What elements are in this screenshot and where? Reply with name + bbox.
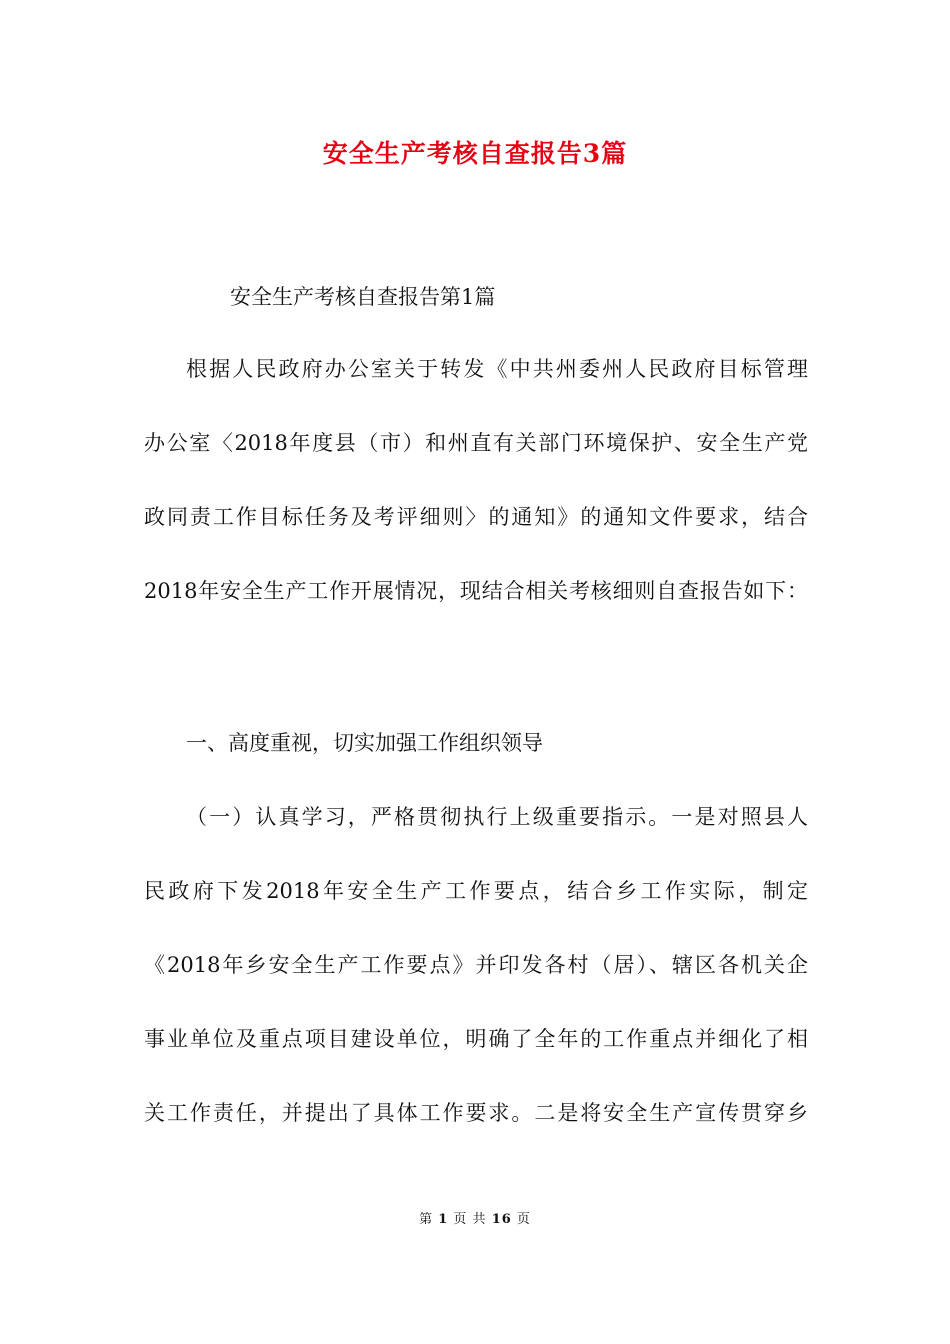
subtitle: 安全生产考核自查报告第1篇 bbox=[230, 285, 496, 309]
paragraph2-line-3: 《2018年乡安全生产工作要点》并印发各村（居）、辖区各机关企 bbox=[144, 953, 808, 977]
footer-current-page: 1 bbox=[438, 1212, 449, 1227]
paragraph2-line-4: 事业单位及重点项目建设单位，明确了全年的工作重点并细化了相 bbox=[144, 1027, 808, 1051]
footer-prefix: 第 bbox=[419, 1212, 434, 1227]
footer-middle: 页 共 bbox=[453, 1212, 487, 1227]
paragraph2-line-1: （一）认真学习，严格贯彻执行上级重要指示。一是对照县人 bbox=[186, 805, 808, 829]
document-title: 安全生产考核自查报告3篇 bbox=[322, 139, 628, 168]
paragraph2-line-5: 关工作责任，并提出了具体工作要求。二是将安全生产宣传贯穿乡 bbox=[144, 1101, 808, 1125]
paragraph1-line-2: 办公室〈2018年度县（市）和州直有关部门环境保护、安全生产党 bbox=[144, 431, 808, 455]
paragraph1-line-4: 2018年安全生产工作开展情况，现结合相关考核细则自查报告如下： bbox=[144, 579, 808, 603]
footer-suffix: 页 bbox=[516, 1212, 531, 1227]
paragraph1-line-1: 根据人民政府办公室关于转发《中共州委州人民政府目标管理 bbox=[186, 357, 808, 381]
section1-heading: 一、高度重视，切实加强工作组织领导 bbox=[186, 731, 543, 755]
page-footer bbox=[0, 1208, 950, 1227]
paragraph1-line-3: 政同责工作目标任务及考评细则〉的通知》的通知文件要求，结合 bbox=[144, 505, 808, 529]
paragraph2-line-2: 民政府下发2018年安全生产工作要点，结合乡工作实际，制定 bbox=[144, 879, 808, 903]
footer-total-pages: 16 bbox=[491, 1212, 512, 1227]
